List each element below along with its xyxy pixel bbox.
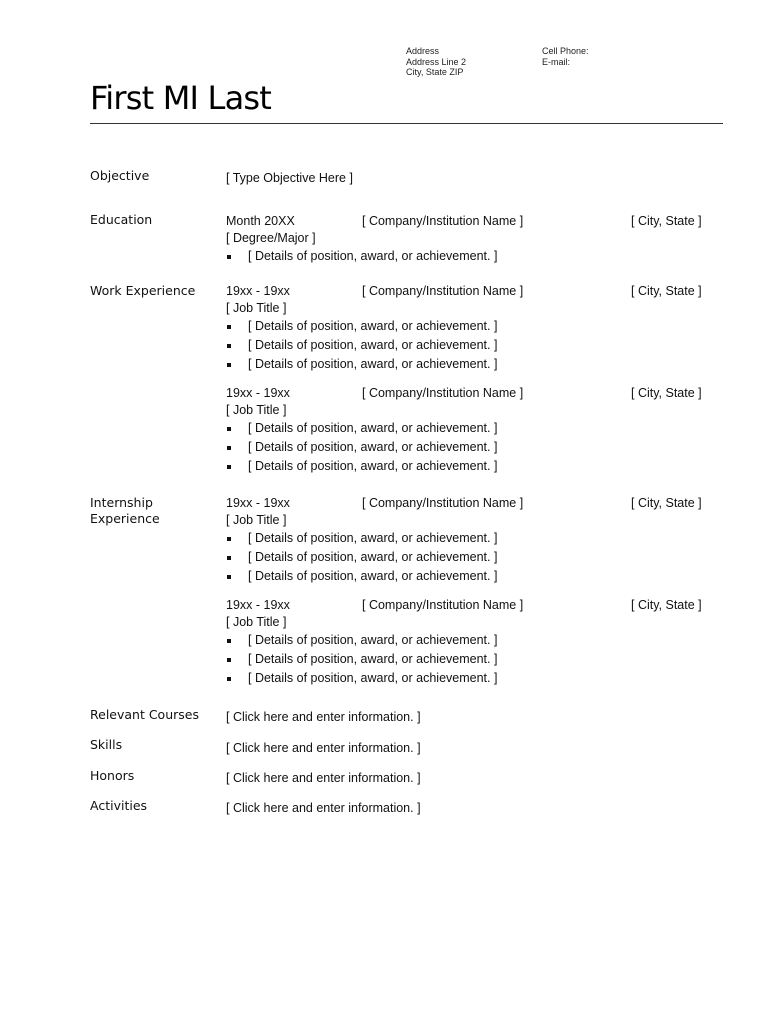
objective-label: Objective bbox=[90, 168, 150, 183]
bullet-icon bbox=[227, 575, 231, 579]
entry-job-title[interactable]: [ Job Title ] bbox=[226, 403, 287, 417]
entry-company[interactable]: [ Company/Institution Name ] bbox=[362, 496, 524, 510]
work-entry bbox=[226, 385, 723, 476]
work-entry bbox=[226, 283, 723, 374]
bullet-icon bbox=[227, 446, 231, 450]
entry-dates[interactable]: 19xx - 19xx bbox=[226, 598, 290, 612]
address-block bbox=[406, 46, 466, 78]
entry-city[interactable]: [ City, State ] bbox=[631, 496, 702, 510]
bullet-icon bbox=[227, 427, 231, 431]
entry-company[interactable]: [ Company/Institution Name ] bbox=[362, 284, 524, 298]
honors-label: Honors bbox=[90, 768, 135, 783]
internship-label: Internship Experience bbox=[90, 495, 160, 526]
entry-job-title[interactable]: [ Job Title ] bbox=[226, 513, 287, 527]
detail-item[interactable]: [ Details of position, award, or achievement. ] bbox=[226, 438, 723, 457]
entry-city[interactable]: [ City, State ] bbox=[631, 386, 702, 400]
bullet-icon bbox=[227, 639, 231, 643]
activities-label: Activities bbox=[90, 798, 148, 813]
bullet-icon bbox=[227, 325, 231, 329]
courses-text[interactable]: [ Click here and enter information. ] bbox=[226, 710, 421, 724]
honors-text[interactable]: [ Click here and enter information. ] bbox=[226, 771, 421, 785]
skills-text[interactable]: [ Click here and enter information. ] bbox=[226, 741, 421, 755]
email-label[interactable]: E-mail: bbox=[542, 56, 571, 67]
detail-item[interactable]: [ Details of position, award, or achievement. ] bbox=[226, 355, 723, 374]
entry-job-title[interactable]: [ Job Title ] bbox=[226, 301, 287, 315]
bullet-icon bbox=[227, 363, 231, 367]
address-line-2[interactable]: Address Line 2 bbox=[406, 56, 467, 67]
detail-item[interactable]: [ Details of position, award, or achievement. ] bbox=[226, 529, 723, 548]
entry-company[interactable]: [ Company/Institution Name ] bbox=[362, 386, 524, 400]
bullet-icon bbox=[227, 344, 231, 348]
city-state-zip[interactable]: City, State ZIP bbox=[406, 67, 464, 77]
detail-item[interactable]: [ Details of position, award, or achievement. ] bbox=[226, 567, 723, 586]
entry-city[interactable]: [ City, State ] bbox=[631, 284, 702, 298]
skills-label: Skills bbox=[90, 737, 123, 752]
entry-dates[interactable]: 19xx - 19xx bbox=[226, 386, 290, 400]
entry-city[interactable]: [ City, State ] bbox=[631, 214, 702, 228]
header-divider bbox=[90, 123, 723, 124]
address-line-1[interactable]: Address bbox=[406, 46, 440, 56]
detail-item[interactable]: [ Details of position, award, or achievement. ] bbox=[226, 419, 723, 438]
bullet-icon bbox=[227, 556, 231, 560]
detail-item[interactable]: [ Details of position, award, or achievement. ] bbox=[226, 631, 723, 650]
internship-entry bbox=[226, 495, 723, 586]
detail-item[interactable]: [ Details of position, award, or achievement. ] bbox=[226, 548, 723, 567]
objective-text[interactable]: [ Type Objective Here ] bbox=[226, 171, 353, 185]
internship-entry bbox=[226, 597, 723, 688]
education-label: Education bbox=[90, 212, 153, 227]
detail-item[interactable]: [ Details of position, award, or achievement. ] bbox=[226, 336, 723, 355]
work-label: Work Experience bbox=[90, 283, 196, 298]
entry-company[interactable]: [ Company/Institution Name ] bbox=[362, 598, 524, 612]
bullet-icon bbox=[227, 465, 231, 469]
cell-phone-label[interactable]: Cell Phone: bbox=[542, 46, 589, 56]
bullet-icon bbox=[227, 255, 231, 259]
bullet-icon bbox=[227, 677, 231, 681]
activities-text[interactable]: [ Click here and enter information. ] bbox=[226, 801, 421, 815]
detail-item[interactable]: [ Details of position, award, or achievement. ] bbox=[226, 650, 723, 669]
entry-job-title[interactable]: [ Job Title ] bbox=[226, 615, 287, 629]
bullet-icon bbox=[227, 658, 231, 662]
entry-company[interactable]: [ Company/Institution Name ] bbox=[362, 214, 524, 228]
entry-dates[interactable]: Month 20XX bbox=[226, 214, 295, 228]
bullet-icon bbox=[227, 537, 231, 541]
detail-item[interactable]: [ Details of position, award, or achievement. ] bbox=[226, 457, 723, 476]
education-entry bbox=[226, 213, 723, 266]
phone-email-block bbox=[542, 46, 589, 67]
entry-dates[interactable]: 19xx - 19xx bbox=[226, 284, 290, 298]
detail-item[interactable]: [ Details of position, award, or achievement. ] bbox=[226, 247, 723, 266]
courses-label: Relevant Courses bbox=[90, 707, 199, 722]
entry-degree[interactable]: [ Degree/Major ] bbox=[226, 231, 316, 245]
entry-city[interactable]: [ City, State ] bbox=[631, 598, 702, 612]
entry-dates[interactable]: 19xx - 19xx bbox=[226, 496, 290, 510]
full-name[interactable]: First MI Last bbox=[90, 79, 271, 117]
detail-item[interactable]: [ Details of position, award, or achievement. ] bbox=[226, 669, 723, 688]
detail-item[interactable]: [ Details of position, award, or achievement. ] bbox=[226, 317, 723, 336]
